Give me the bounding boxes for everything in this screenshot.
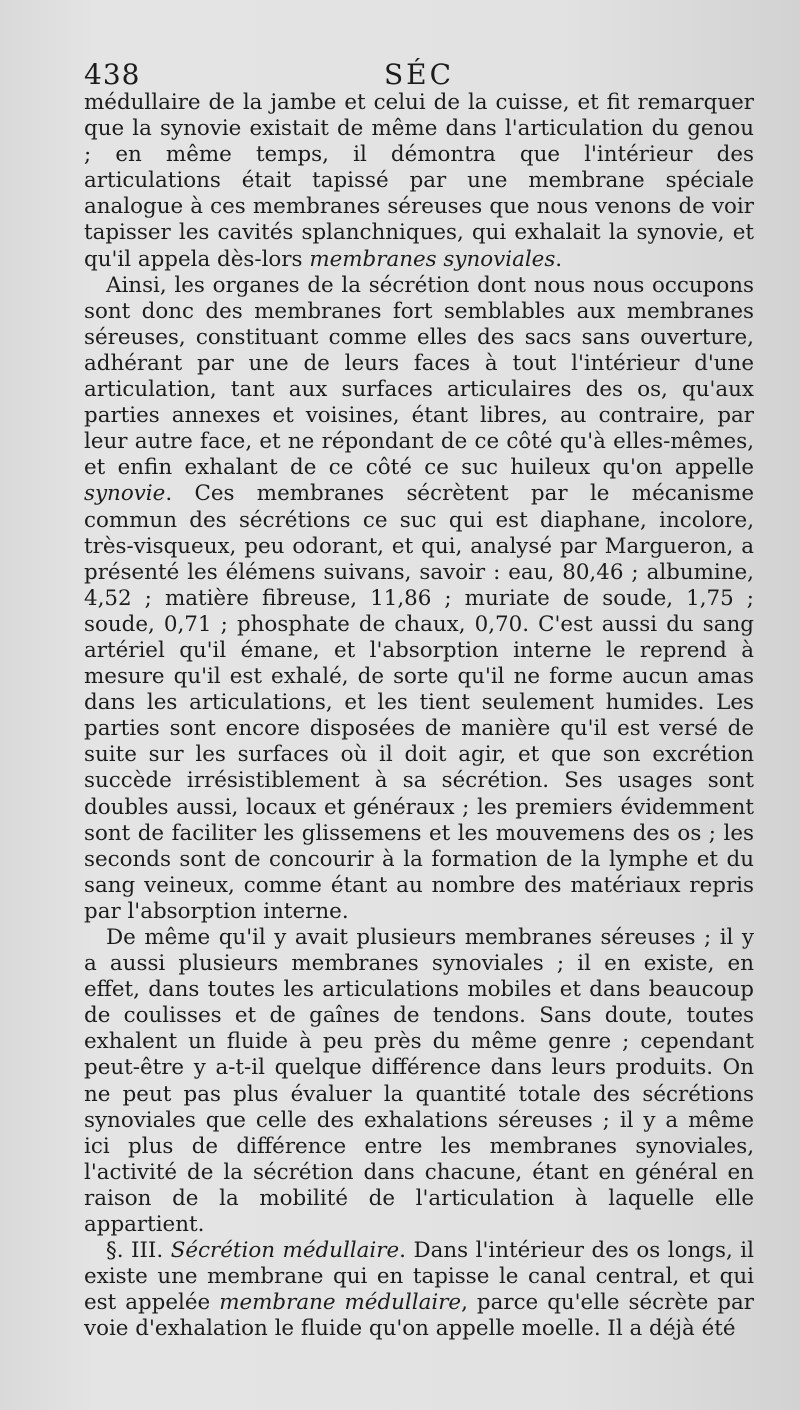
paragraph-1-italic: membranes synoviales xyxy=(309,246,556,272)
section-title: Sécrétion médullaire xyxy=(170,1238,400,1264)
paragraph-3 xyxy=(84,925,754,1238)
paragraph-2 xyxy=(84,273,754,925)
page-number: 438 xyxy=(84,58,141,91)
paragraph-4 xyxy=(84,1238,754,1342)
paragraph-2-text-b: . Ces membranes sécrètent par le mécanisme commun des sécrétions ce suc qui est diaphane, incolore, très-visqueux, peu odorant, et qui, analysé par Margueron, a présenté les élémens suivans, savoir : eau, 80,46 ; albumine, 4,52 ; matière fibreuse, 11,86 ; muriate de soude, 1,75 ; soude, 0,71 ; phosphate de chaux, 0,70. C'est aussi du sang artériel qu'il émane, et l'absorption interne le reprend à mesure qu'il est exhalé, de sorte qu'il ne forme aucun amas dans les articulations, et les tient seulement humides. Les parties sont encore disposées de manière qu'il est versé de suite sur les surfaces où il doit agir, et que son excrétion succède irrésistiblement à sa sécrétion. Ses usages sont doubles aussi, locaux et généraux ; les premiers évidemment sont de faciliter les glissemens et les mouvemens des os ; les seconds sont de concourir à la formation de la lymphe et du sang veineux, comme étant au nombre des matériaux repris par l'absorption interne. xyxy=(84,481,754,924)
paragraph-4-italic: membrane médullaire xyxy=(219,1290,462,1316)
body-text xyxy=(84,90,754,1343)
paragraph-1-text: médullaire de la jambe et celui de la cuisse, et fit remarquer que la synovie existait de même dans l'articulation du genou ; en même temps, il démontra que l'intérieur des articulations était tapissé par une membrane spéciale analogue à ces membranes séreuses que nous venons de voir tapisser les cavités splanchniques, qui exhalait la synovie, et qu'il appela dès-lors xyxy=(84,90,754,272)
paragraph-4-text-a: . Dans l'intérieur des os longs, il existe une membrane qui en tapisse le canal central, et qui est appelée xyxy=(84,1238,754,1316)
paragraph-2-text-a: Ainsi, les organes de la sécrétion dont nous nous occupons sont donc des membranes fort semblables aux membranes séreuses, constituant comme elles des sacs sans ouverture, adhérant par une de leurs faces à tout l'intérieur d'une articulation, tant aux surfaces articulaires des os, qu'aux parties annexes et voisines, étant libres, au contraire, par leur autre face, et ne répondant de ce côté qu'à elles-mêmes, et enfin exhalant de ce côté ce suc huileux qu'on appelle xyxy=(84,272,754,481)
paragraph-4-text-b: , parce qu'elle sécrète par voie d'exhalation le fluide qu'on appelle moelle. Il a déjà été xyxy=(84,1290,754,1342)
section-label: §. III. xyxy=(106,1238,164,1264)
paragraph-3-text: De même qu'il y avait plusieurs membranes séreuses ; il y a aussi plusieurs membranes synoviales ; il en existe, en effet, dans toutes les articulations mobiles et dans beaucoup de coulisses et de gaînes de tendons. Sans doute, toutes exhalent un fluide à peu près du même genre ; cependant peut-être y a-t-il quelque différence dans leurs produits. On ne peut pas plus évaluer la quantité totale des sécrétions synoviales que celle des exhalations séreuses ; il y a même ici plus de différence entre les membranes synoviales, l'activité de la sécrétion dans chacune, étant en général en raison de la mobilité de l'articulation à laquelle elle appartient. xyxy=(84,925,754,1238)
running-head: SÉC xyxy=(383,58,455,91)
paragraph-1 xyxy=(84,90,754,273)
page-header xyxy=(84,58,754,92)
paragraph-2-italic: synovie xyxy=(84,481,166,507)
paragraph-1-end: . xyxy=(555,246,563,272)
